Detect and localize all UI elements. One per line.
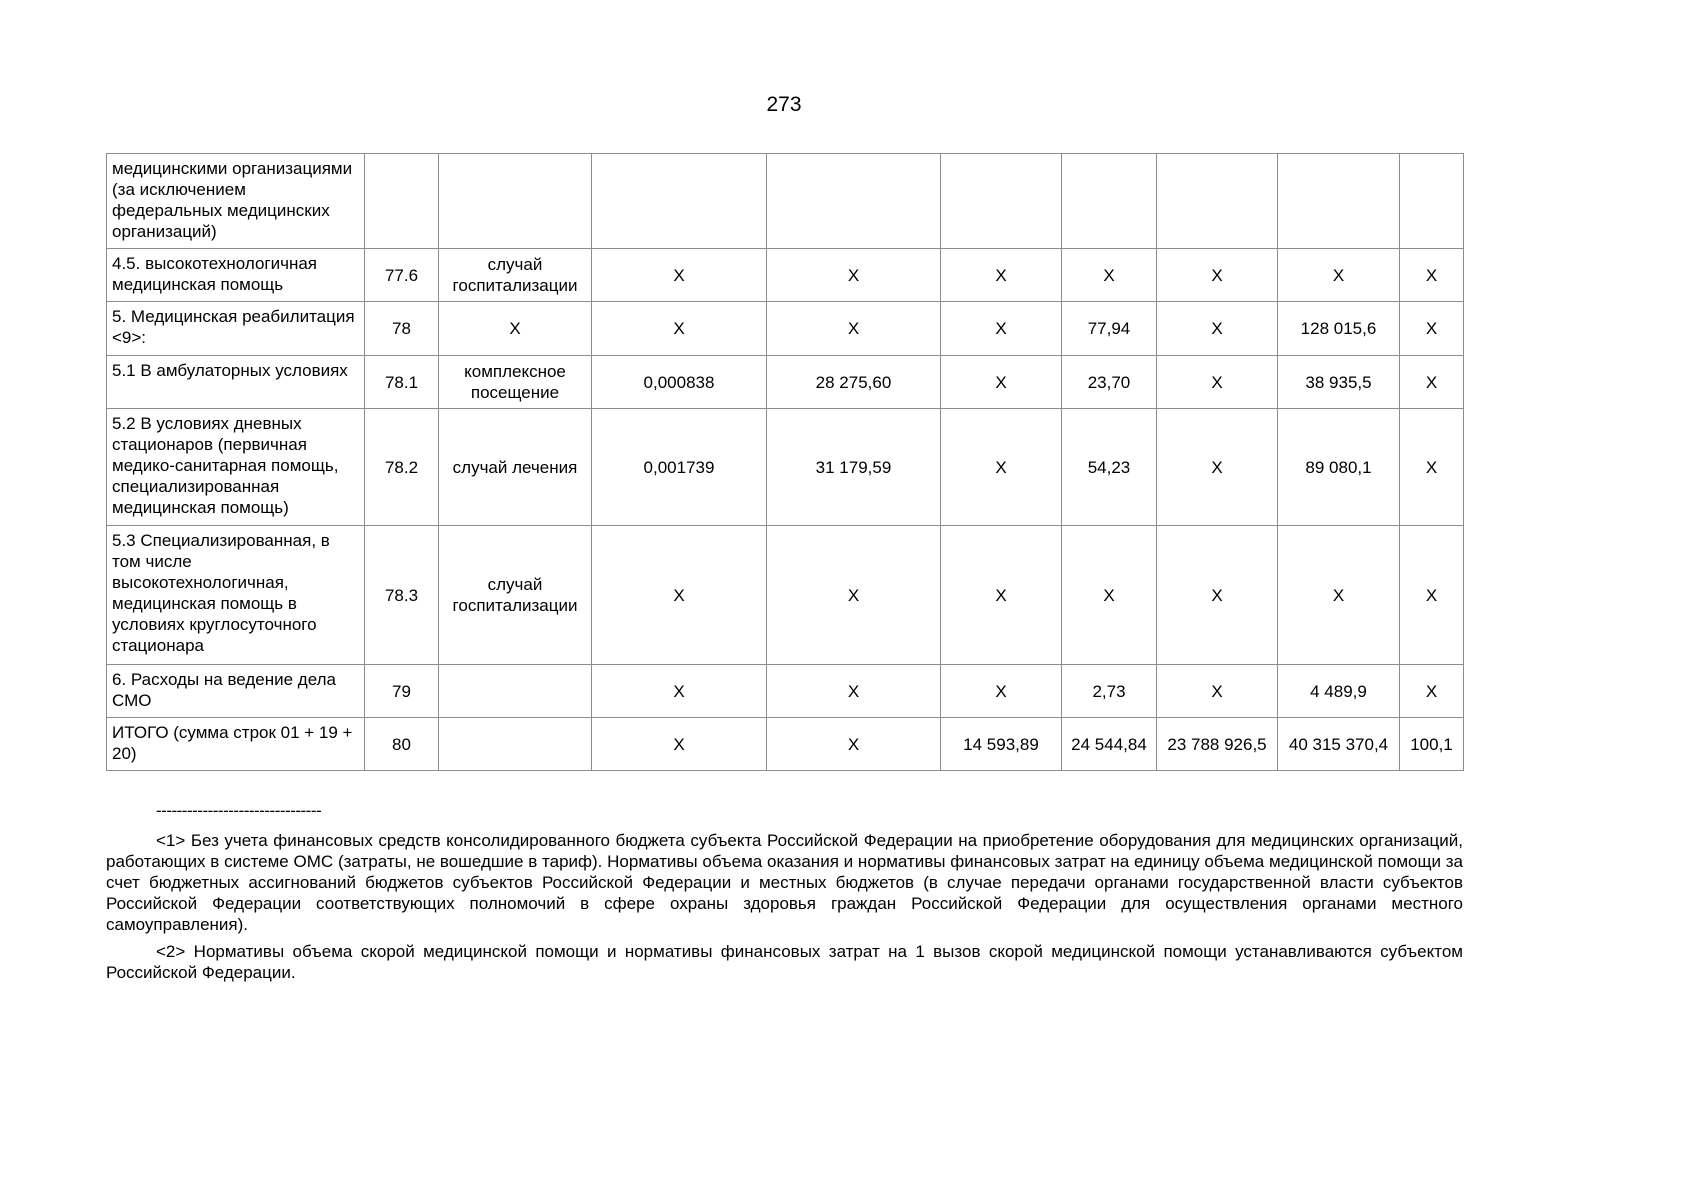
table-cell: 23,70 [1062, 356, 1157, 409]
table-cell: 0,000838 [592, 356, 767, 409]
table-cell: Х [1157, 526, 1278, 665]
table-cell: 89 080,1 [1278, 409, 1400, 526]
table-row [107, 718, 1464, 771]
table-cell: 40 315 370,4 [1278, 718, 1400, 771]
table-cell: Х [592, 718, 767, 771]
table-cell: Х [767, 526, 941, 665]
table-cell [767, 154, 941, 249]
table-cell [439, 154, 592, 249]
table-cell: Х [767, 249, 941, 302]
table-cell: Х [592, 526, 767, 665]
table-row [107, 409, 1464, 526]
table-cell [1278, 154, 1400, 249]
table-row [107, 154, 1464, 249]
table-cell: Х [767, 718, 941, 771]
table-cell: Х [941, 249, 1062, 302]
row-code-cell: 80 [365, 718, 439, 771]
footnotes [106, 800, 1463, 989]
table-cell: Х [1400, 526, 1464, 665]
footnote-separator: -------------------------------- [156, 801, 322, 820]
row-code-cell: 78.2 [365, 409, 439, 526]
footnote-1: <1> Без учета финансовых средств консолидированного бюджета субъекта Российской Федерации на приобретение оборудования для медицинских организаций, работающих в системе ОМС (затраты, не вошедшие в тариф). Нормативы объема оказания и нормативы финансовых затрат на единицу объема медицинской помощи за счет бюджетных ассигнований бюджетов субъектов Российской Федерации и местных бюджетов (в случае передачи органами государственной власти субъектов Российской Федерации соответствующих полномочий в сфере охраны здоровья граждан Российской Федерации для осуществления органами местного самоуправления). [106, 831, 1463, 934]
row-name-cell: 5. Медицинская реабилитация <9>: [107, 302, 365, 356]
table-cell: Х [767, 302, 941, 356]
unit-cell: комплексное посещение [439, 356, 592, 409]
row-name-cell: 5.3 Специализированная, в том числе высокотехнологичная, медицинская помощь в условиях круглосуточного стационара [107, 526, 365, 665]
table-cell: 77,94 [1062, 302, 1157, 356]
table-cell: Х [941, 526, 1062, 665]
table-cell: Х [592, 302, 767, 356]
table-cell [592, 154, 767, 249]
unit-cell: Х [439, 302, 592, 356]
table-cell: Х [1157, 302, 1278, 356]
table-cell: Х [1400, 665, 1464, 718]
table-cell: 28 275,60 [767, 356, 941, 409]
row-name-cell: 4.5. высокотехнологичная медицинская помощь [107, 249, 365, 302]
table-cell: 23 788 926,5 [1157, 718, 1278, 771]
row-code-cell: 78 [365, 302, 439, 356]
table-cell [1157, 154, 1278, 249]
unit-cell [439, 718, 592, 771]
row-name-cell: ИТОГО (сумма строк 01 + 19 + 20) [107, 718, 365, 771]
normatives-table [106, 153, 1464, 771]
table-cell: Х [1157, 409, 1278, 526]
table-cell: Х [941, 302, 1062, 356]
row-code-cell: 77.6 [365, 249, 439, 302]
footnote-2: <2> Нормативы объема скорой медицинской помощи и нормативы финансовых затрат на 1 вызов скорой медицинской помощи устанавливаются субъектом Российской Федерации. [106, 942, 1463, 982]
table-cell: Х [1157, 249, 1278, 302]
table-cell: 24 544,84 [1062, 718, 1157, 771]
table-cell: Х [1400, 249, 1464, 302]
table-cell: 4 489,9 [1278, 665, 1400, 718]
table-cell: Х [1062, 249, 1157, 302]
table-row [107, 302, 1464, 356]
table-cell [365, 154, 439, 249]
unit-cell [439, 665, 592, 718]
table-row [107, 665, 1464, 718]
table-cell: 54,23 [1062, 409, 1157, 526]
table-cell: Х [941, 409, 1062, 526]
table-cell: Х [1400, 302, 1464, 356]
table-row [107, 356, 1464, 409]
unit-cell: случай госпитализации [439, 249, 592, 302]
row-name-cell: 5.2 В условиях дневных стационаров (первичная медико-санитарная помощь, специализированная медицинская помощь) [107, 409, 365, 526]
table-cell: 14 593,89 [941, 718, 1062, 771]
table-cell [1400, 154, 1464, 249]
table-cell: Х [941, 356, 1062, 409]
table-row [107, 526, 1464, 665]
table-cell: Х [1278, 526, 1400, 665]
table-cell: 0,001739 [592, 409, 767, 526]
table-cell: 38 935,5 [1278, 356, 1400, 409]
page-number: 273 [766, 93, 802, 116]
table-cell: Х [1400, 409, 1464, 526]
table-cell: Х [1157, 356, 1278, 409]
row-code-cell: 78.3 [365, 526, 439, 665]
row-code-cell: 78.1 [365, 356, 439, 409]
table-cell: Х [1278, 249, 1400, 302]
table-cell: Х [1157, 665, 1278, 718]
table-cell: 2,73 [1062, 665, 1157, 718]
table-cell: Х [767, 665, 941, 718]
table-cell: Х [592, 249, 767, 302]
table-cell: 31 179,59 [767, 409, 941, 526]
table-cell: Х [1062, 526, 1157, 665]
row-code-cell: 79 [365, 665, 439, 718]
table-cell: Х [1400, 356, 1464, 409]
unit-cell: случай лечения [439, 409, 592, 526]
table-cell: 128 015,6 [1278, 302, 1400, 356]
unit-cell: случай госпитализации [439, 526, 592, 665]
row-name-cell: 6. Расходы на ведение дела СМО [107, 665, 365, 718]
row-name-cell: медицинскими организациями (за исключением федеральных медицинских организаций) [107, 154, 365, 249]
row-name-cell: 5.1 В амбулаторных условиях [107, 356, 365, 409]
table-cell [1062, 154, 1157, 249]
table-cell: 100,1 [1400, 718, 1464, 771]
table-cell: Х [592, 665, 767, 718]
table-row [107, 249, 1464, 302]
table-cell [941, 154, 1062, 249]
table-cell: Х [941, 665, 1062, 718]
